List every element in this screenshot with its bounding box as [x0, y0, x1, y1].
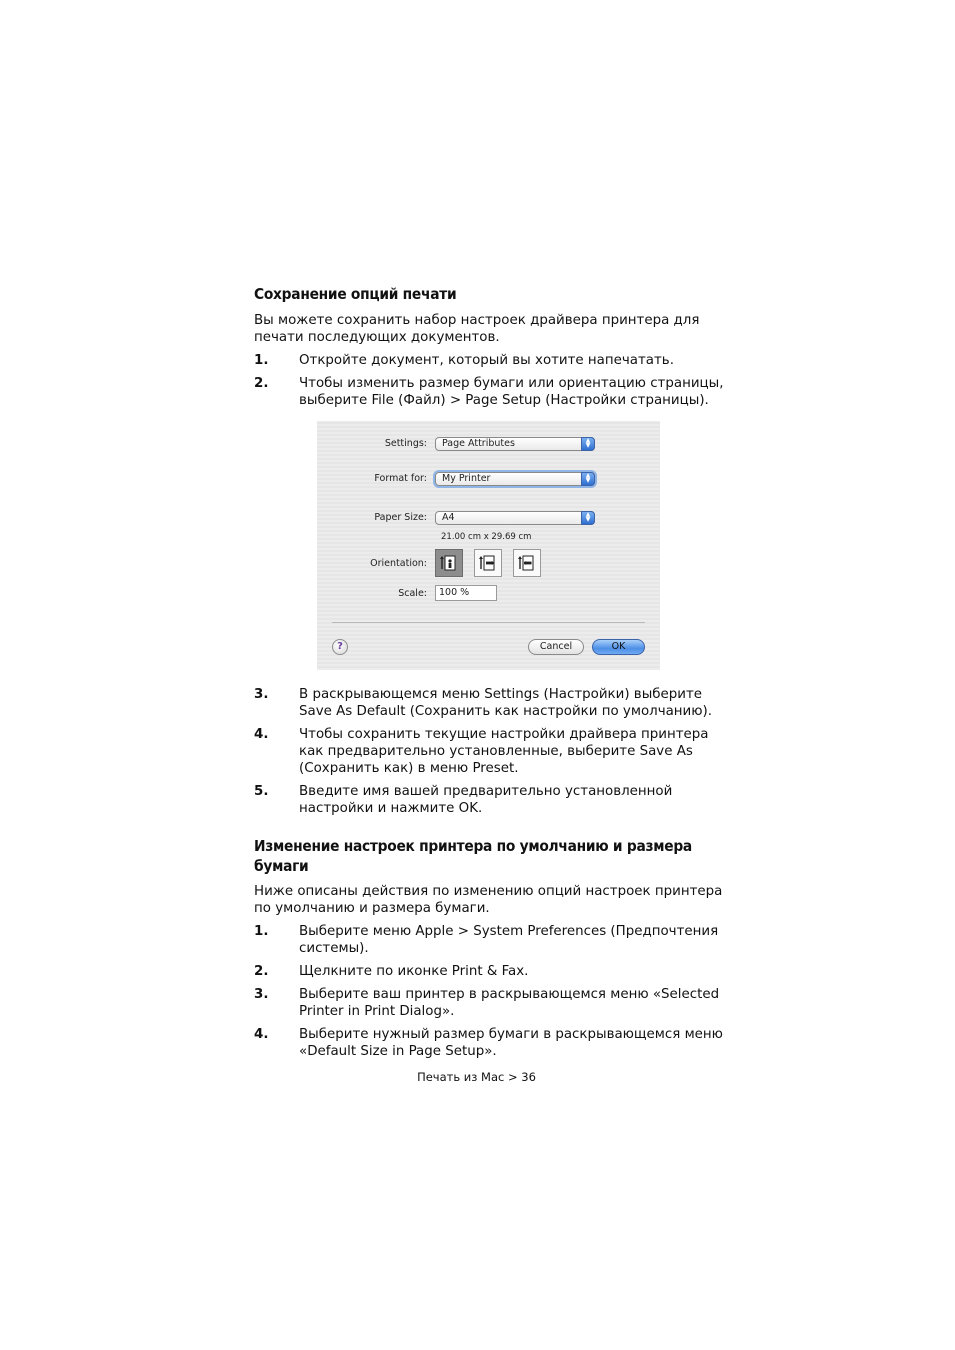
step-number: 3. [254, 987, 269, 1002]
step-text: Выберите ваш принтер в раскрывающемся меню «Selected Printer in Print Dialog». [299, 987, 720, 1019]
reverse-landscape-icon [517, 553, 537, 573]
settings-label: Settings: [384, 438, 427, 449]
help-button[interactable]: ? [332, 639, 348, 655]
step-text: Откройте документ, который вы хотите напечатать. [299, 353, 674, 368]
step-number: 1. [254, 924, 269, 939]
popup-arrows-icon: ▲ ▼ [581, 437, 595, 451]
orientation-reverse-landscape-button[interactable] [513, 549, 541, 577]
divider [332, 622, 645, 623]
paper-size-label: Paper Size: [374, 512, 427, 523]
scale-input[interactable]: 100 % [435, 585, 497, 601]
step-number: 1. [254, 353, 269, 368]
intro-line: печати последующих документов. [254, 330, 500, 345]
popup-arrows-icon: ▲ ▼ [581, 511, 595, 525]
settings-popup[interactable] [435, 437, 595, 451]
step-number: 4. [254, 727, 269, 742]
step-text: Выберите нужный размер бумаги в раскрывающемся меню «Default Size in Page Setup». [299, 1027, 723, 1059]
step-number: 2. [254, 376, 269, 391]
intro-line: Ниже описаны действия по изменению опций настроек принтера [254, 884, 723, 899]
step-number: 4. [254, 1027, 269, 1042]
section-heading-save-options: Сохранение опций печати [254, 285, 457, 303]
step-text: Введите имя вашей предварительно установленной настройки и нажмите OK. [299, 784, 673, 816]
section-intro [254, 883, 724, 917]
step-text: Чтобы сохранить текущие настройки драйвера принтера как предварительно установленные, выберите Save As (Сохранить как) в меню Preset. [299, 727, 709, 776]
page-setup-dialog [317, 421, 660, 670]
orientation-label: Orientation: [370, 558, 427, 569]
page-footer: Печать из Mac > 36 [417, 1070, 536, 1084]
intro-line: по умолчанию и размера бумаги. [254, 901, 490, 916]
paper-size-value: A4 [442, 512, 455, 523]
portrait-icon [439, 553, 459, 573]
paper-size-popup[interactable] [435, 511, 595, 525]
step-number: 2. [254, 964, 269, 979]
cancel-button[interactable]: Cancel [528, 639, 584, 655]
format-value: My Printer [442, 473, 491, 484]
intro-line: Вы можете сохранить набор настроек драйвера принтера для [254, 313, 700, 328]
step-number: 3. [254, 687, 269, 702]
step-text: В раскрывающемся меню Settings (Настройки) выберите Save As Default (Сохранить как настройки по умолчанию). [299, 687, 713, 719]
orientation-landscape-button[interactable] [474, 549, 502, 577]
format-label: Format for: [374, 473, 427, 484]
orientation-portrait-button[interactable] [435, 549, 463, 577]
landscape-icon [478, 553, 498, 573]
scale-label: Scale: [398, 588, 427, 599]
step-number: 5. [254, 784, 269, 799]
popup-arrows-icon: ▲ ▼ [581, 472, 595, 486]
ok-button[interactable]: OK [592, 639, 645, 655]
section-heading-change-defaults: Изменение настроек принтера по умолчанию и размера бумаги [254, 837, 692, 875]
format-popup[interactable] [435, 472, 595, 486]
step-text: Выберите меню Apple > System Preferences (Предпочтения системы). [299, 924, 719, 956]
section-intro [254, 312, 724, 346]
step-text: Щелкните по иконке Print & Fax. [299, 964, 529, 979]
step-text: Чтобы изменить размер бумаги или ориентацию страницы, выберите File (Файл) > Page Setup (Настройки страницы). [299, 376, 724, 408]
paper-dimensions: 21.00 cm x 29.69 cm [441, 532, 532, 542]
settings-value: Page Attributes [442, 438, 515, 449]
